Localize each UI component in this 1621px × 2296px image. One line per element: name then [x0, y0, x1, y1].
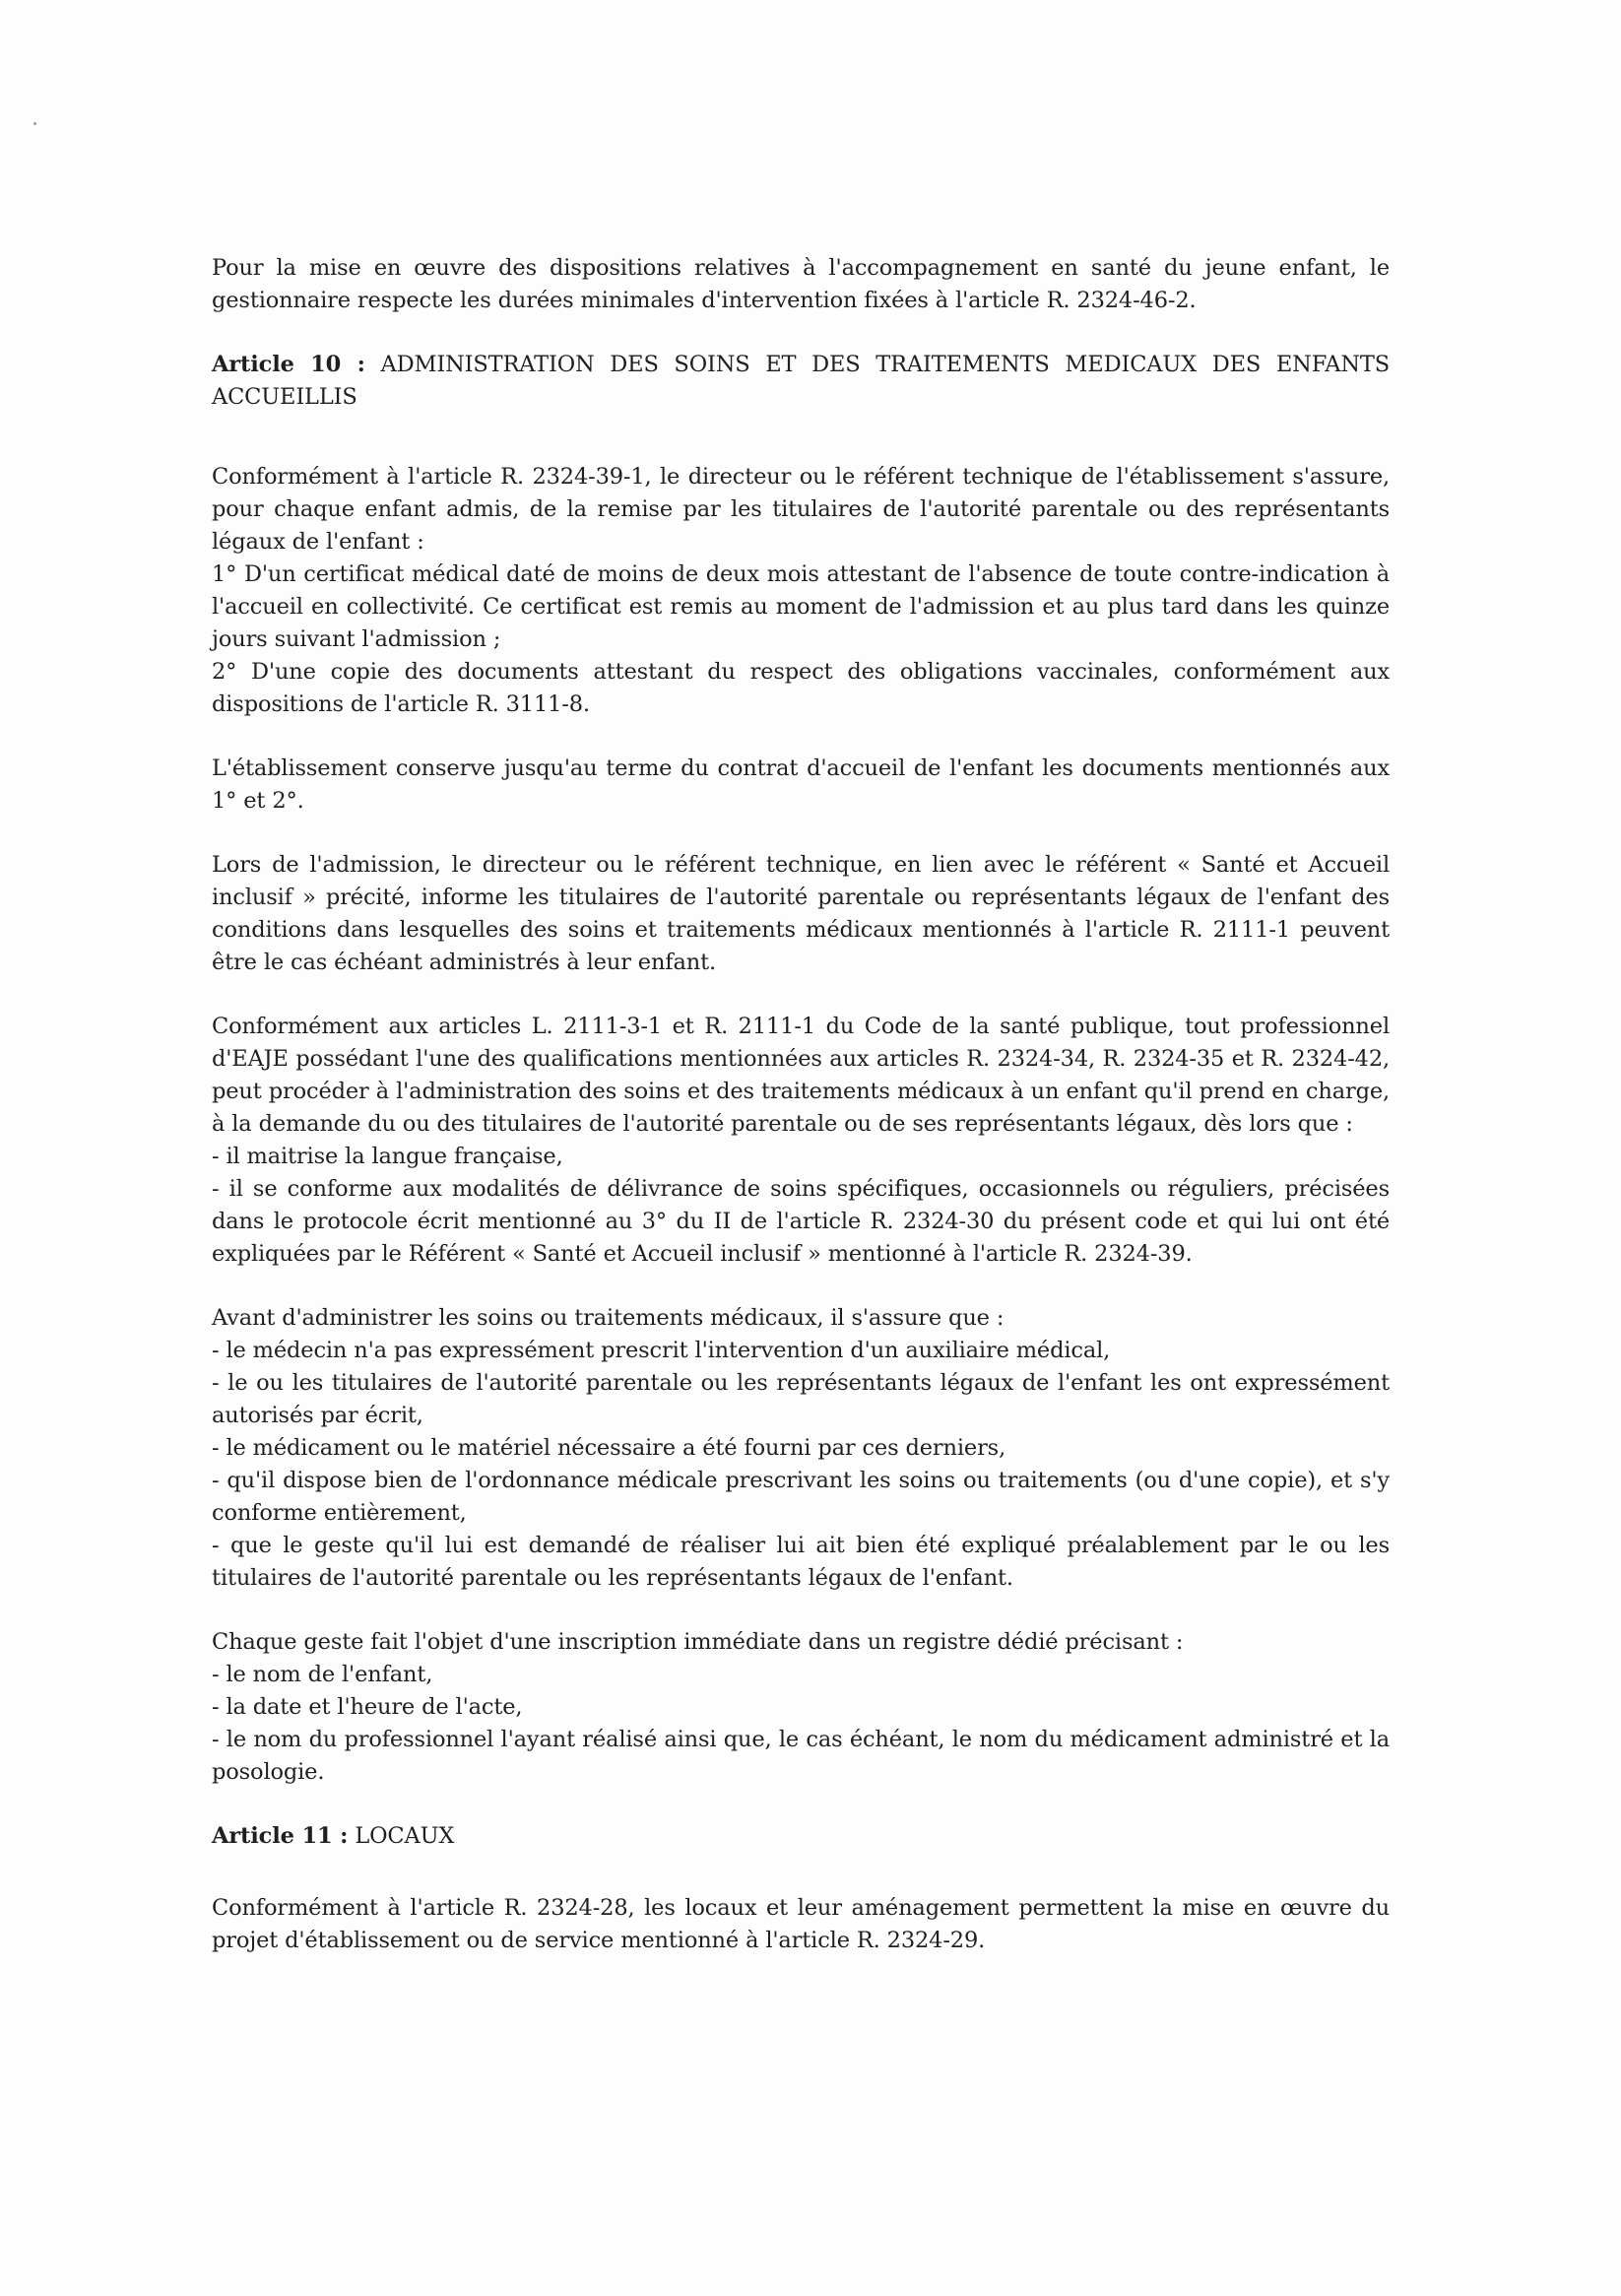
article-11-title: LOCAUX — [355, 1823, 455, 1849]
paragraph-text: Chaque geste fait l'objet d'une inscription immédiate dans un registre dédié précisant : — [212, 1629, 1184, 1655]
article-11-heading — [212, 1820, 1390, 1853]
article-10-heading — [212, 349, 1390, 414]
article-10-title: ADMINISTRATION DES SOINS ET DES TRAITEMENTS MEDICAUX DES ENFANTS ACCUEILLIS — [212, 352, 1390, 410]
article-10-label: Article 10 : — [212, 352, 365, 377]
list-item: - le médicament ou le matériel nécessaire a été fourni par ces derniers, — [212, 1435, 1006, 1461]
intro-paragraph: Pour la mise en œuvre des dispositions relatives à l'accompagnement en santé du jeune enfant, le gestionnaire respecte les durées minimales d'intervention fixées à l'article R. 2324-46-2. — [212, 255, 1390, 313]
scan-speck — [33, 122, 36, 125]
article-11-label: Article 11 : — [212, 1823, 349, 1849]
paragraph-text: Avant d'administrer les soins ou traitements médicaux, il s'assure que : — [212, 1305, 1005, 1331]
article-10-paragraph-2: L'établissement conserve jusqu'au terme du contrat d'accueil de l'enfant les documents mentionnés aux 1° et 2°. — [212, 755, 1390, 814]
article-10-paragraph-3: Lors de l'admission, le directeur ou le référent technique, en lien avec le référent « Santé et Accueil inclusif » précité, informe les titulaires de l'autorité parentale ou représentants légaux de l'enfant des conditions dans lesquelles des soins et traitements médicaux mentionnés à l'article R. 2111-1 peuvent être le cas échéant administrés à leur enfant. — [212, 852, 1390, 975]
list-item: - le ou les titulaires de l'autorité parentale ou les représentants légaux de l'enfant les ont expressément autorisés par écrit, — [212, 1370, 1390, 1428]
document-body — [212, 252, 1390, 1989]
article-10-paragraph-4 — [212, 1011, 1390, 1271]
list-item: - le nom de l'enfant, — [212, 1662, 433, 1687]
list-item: - il se conforme aux modalités de délivrance de soins spécifiques, occasionnels ou réguliers, précisées dans le protocole écrit mentionné au 3° du II de l'article R. 2324-30 du présent code et qui lui ont été expliquées par le Référent « Santé et Accueil inclusif » mentionné à l'article R. 2324-39. — [212, 1176, 1390, 1267]
list-item: - il maitrise la langue française, — [212, 1144, 563, 1169]
list-item: - que le geste qu'il lui est demandé de réaliser lui ait bien été expliqué préalablement par le ou les titulaires de l'autorité parentale ou les représentants légaux de l'enfant. — [212, 1533, 1390, 1591]
list-item: 1° D'un certificat médical daté de moins de deux mois attestant de l'absence de toute contre-indication à l'accueil en collectivité. Ce certificat est remis au moment de l'admission et au plus tard dans les quinze jours suivant l'admission ; — [212, 561, 1390, 652]
paragraph-text: Conformément à l'article R. 2324-39-1, le directeur ou le référent technique de l'établissement s'assure, pour chaque enfant admis, de la remise par les titulaires de l'autorité parentale ou des représentants légaux de l'enfant : — [212, 464, 1390, 555]
article-10-paragraph-6 — [212, 1626, 1390, 1789]
list-item: - la date et l'heure de l'acte, — [212, 1694, 523, 1720]
paragraph-text: Conformément aux articles L. 2111-3-1 et R. 2111-1 du Code de la santé publique, tout professionnel d'EAJE possédant l'une des qualifications mentionnées aux articles R. 2324-34, R. 2324-35 et R. 2324-42, peut procéder à l'administration des soins et des traitements médicaux à un enfant qu'il prend en charge, à la demande du ou des titulaires de l'autorité parentale ou de ses représentants légaux, dès lors que : — [212, 1014, 1390, 1137]
list-item: - qu'il dispose bien de l'ordonnance médicale prescrivant les soins ou traitements (ou d'une copie), et s'y conforme entièrement, — [212, 1468, 1390, 1526]
list-item: - le nom du professionnel l'ayant réalisé ainsi que, le cas échéant, le nom du médicament administré et la posologie. — [212, 1727, 1390, 1785]
list-item: 2° D'une copie des documents attestant du respect des obligations vaccinales, conformément aux dispositions de l'article R. 3111-8. — [212, 659, 1390, 717]
article-10-paragraph-1 — [212, 461, 1390, 721]
article-10-paragraph-5 — [212, 1302, 1390, 1595]
list-item: - le médecin n'a pas expressément prescrit l'intervention d'un auxiliaire médical, — [212, 1338, 1111, 1363]
article-11-paragraph-1: Conformément à l'article R. 2324-28, les locaux et leur aménagement permettent la mise en œuvre du projet d'établissement ou de service mentionné à l'article R. 2324-29. — [212, 1895, 1390, 1953]
